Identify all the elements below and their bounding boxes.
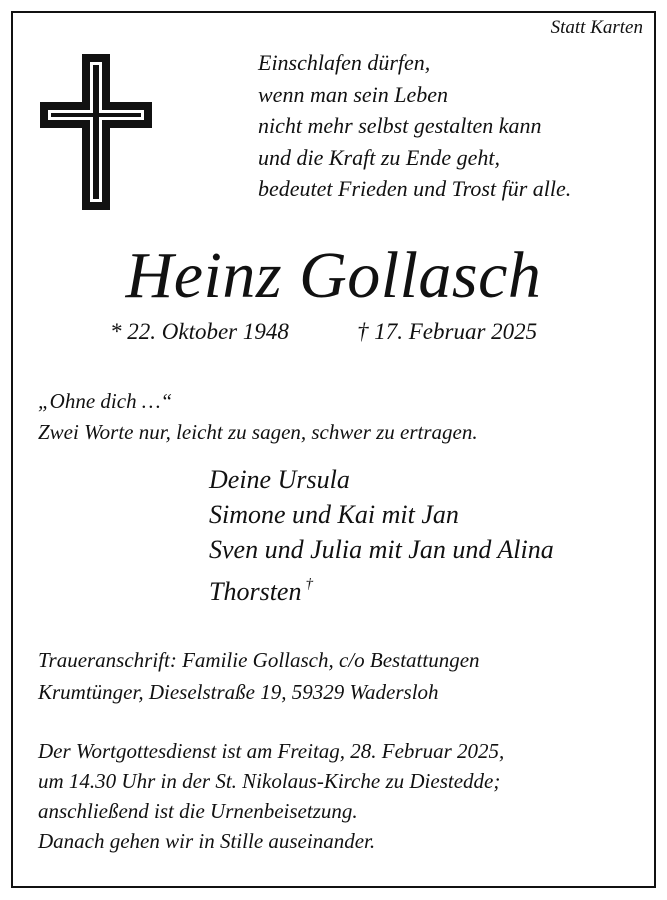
poem-line: und die Kraft zu Ende geht, [258,144,500,170]
service-line: anschließend ist die Urnenbeisetzung. [38,799,358,823]
mourners [209,462,554,609]
service-info [38,736,504,856]
deceased-mark: † [305,576,313,592]
quote-line: Zwei Worte nur, leicht zu sagen, schwer zu ertragen. [38,420,478,444]
service-line: Der Wortgottesdienst ist am Freitag, 28. Februar 2025, [38,739,505,763]
statt-karten-note: Statt Karten [550,17,643,38]
quote-line: „Ohne dich …“ [38,389,173,413]
mourner-line: Simone und Kai mit Jan [209,500,459,529]
mourning-address [38,644,480,708]
mourner-line: Deine Ursula [209,465,350,494]
deceased-name: Heinz Gollasch [125,239,542,312]
poem-line: nicht mehr selbst gestalten kann [258,113,542,138]
death-date: † 17. Februar 2025 [357,319,538,344]
poem [258,47,571,205]
birth-date: * 22. Oktober 1948 [110,319,289,344]
poem-line: Einschlafen dürfen, [258,50,431,75]
mourner-line [209,567,554,609]
cross-icon [38,52,154,212]
quote [38,386,478,448]
service-line: um 14.30 Uhr in der St. Nikolaus-Kirche zu Diestedde; [38,769,501,793]
service-line: Danach gehen wir in Stille auseinander. [38,829,376,853]
address-line: Krumtünger, Dieselstraße 19, 59329 Wadersloh [38,680,439,704]
mourner-name: Thorsten [209,577,302,606]
poem-line: bedeutet Frieden und Trost für alle. [258,176,572,201]
poem-line: wenn man sein Leben [258,81,449,107]
address-line: Traueranschrift: Familie Gollasch, c/o Bestattungen [38,648,480,672]
mourner-line: Sven und Julia mit Jan und Alina [209,535,554,564]
